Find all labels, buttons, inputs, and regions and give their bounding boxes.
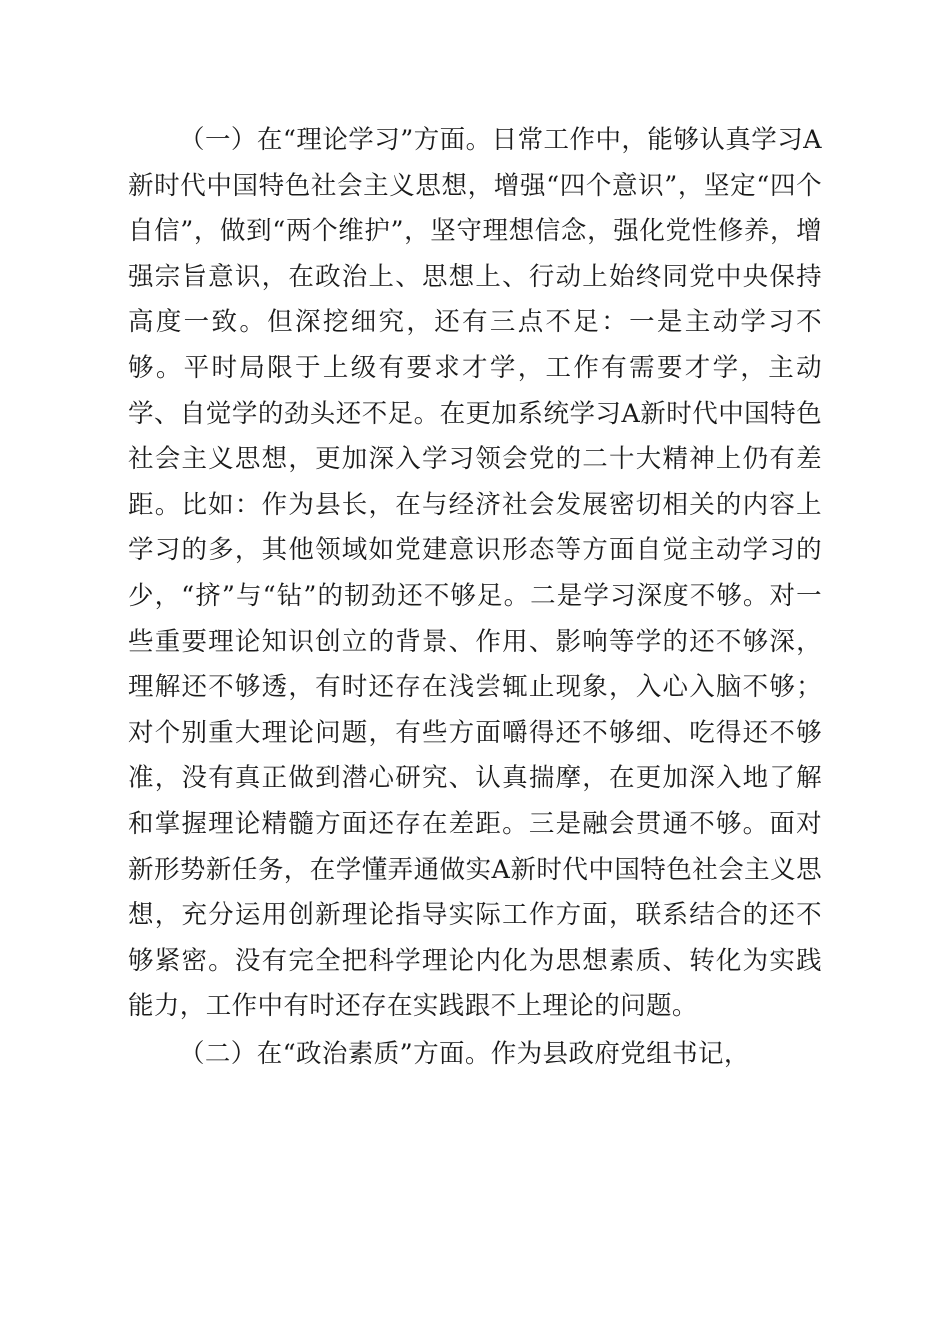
document-body xyxy=(128,118,822,1077)
paragraph-political-quality: （二）在“政治素质”方面。作为县政府党组书记， xyxy=(179,1038,750,1069)
paragraph-theory-study: （一）在“理论学习”方面。日常工作中，能够认真学习A新时代中国特色社会主义思想，增强“四个意识”，坚定“四个自信”，做到“两个维护”，坚守理想信念，强化党性修养，增强宗旨意识，在政治上、思想上、行动上始终同党中央保持高度一致。但深挖细究，还有三点不足：一是主动学习不够。平时局限于上级有要求才学，工作有需要才学，主动学、自觉学的劲头还不足。在更加系统学习A新时代中国特色社会主义思想，更加深入学习领会党的二十大精神上仍有差距。比如：作为县长，在与经济社会发展密切相关的内容上学习的多，其他领域如党建意识形态等方面自觉主动学习的少，“挤”与“钻”的韧劲还不够足。二是学习深度不够。对一些重要理论知识创立的背景、作用、影响等学的还不够深，理解还不够透，有时还存在浅尝辄止现象，入心入脑不够；对个别重大理论问题，有些方面嚼得还不够细、吃得还不够准，没有真正做到潜心研究、认真揣摩，在更加深入地了解和掌握理论精髓方面还存在差距。三是融会贯通不够。面对新形势新任务，在学懂弄通做实A新时代中国特色社会主义思想，充分运用创新理论指导实际工作方面，联系结合的还不够紧密。没有完全把科学理论内化为思想素质、转化为实践能力，工作中有时还存在实践跟不上理论的问题。 xyxy=(128,125,822,1022)
